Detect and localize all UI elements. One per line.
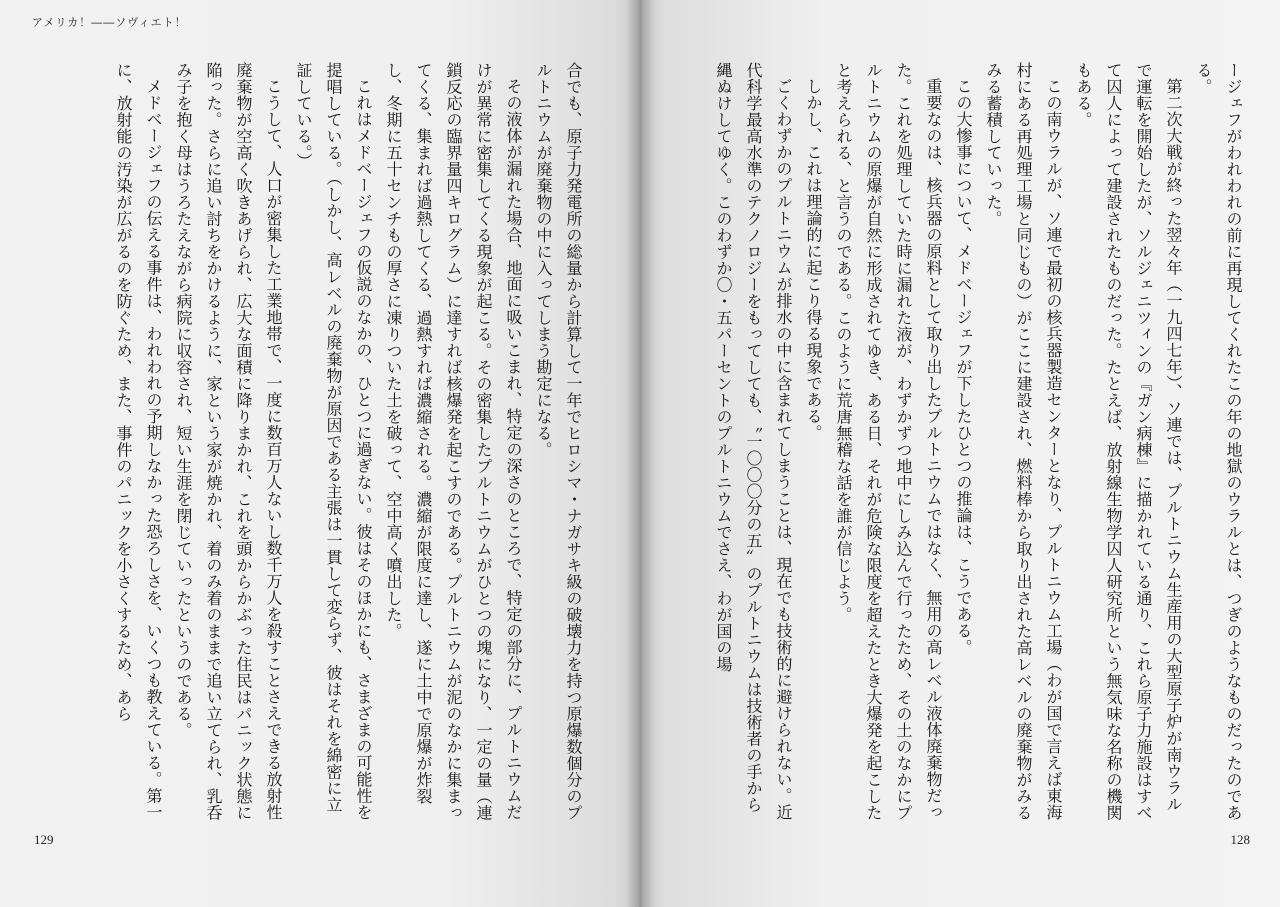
right-paragraph-2: 第二次大戦が終った翌々年（一九四七年）、ソ連では、プルトニウム生産用の大型原子炉が南ウラルで運転を開始したが、ソルジェニツィンの『ガン病棟』に描かれている通り、これら原子力施設はすべて囚人によって建設されたものだった。たとえば、放射線生物学囚人研究所という無気味な名称の機関もある。 (1074, 62, 1183, 821)
right-paragraph-3: この南ウラルが、ソ連で最初の核兵器製造センターとなり、プルトニウム工場（わが国で言えば東海村にある再処理工場と同じもの）がここに建設され、燃料棒から取り出された高レベルの廃棄物がみるみる蓄積していった。 (984, 62, 1063, 821)
right-paragraph-7: ごくわずかのプルトニウムが排水の中に含まれてしまうことは、現在でも技術的に避けられない。近代科学最高水準のテクノロジーをもってしても、〝一〇〇〇分の五〟のプルトニウムは技術者の手から縄ぬけしてゆく。このわずか〇・五パーセントのプルトニウムでさえ、わが国の場 (714, 62, 793, 821)
right-paragraph-6: しかし、これは理論的に起こり得る現象である。 (804, 78, 823, 441)
left-page-body (114, 62, 588, 822)
right-paragraph-1: ージェフがわれわれの前に再現してくれたこの年の地獄のウラルとは、つぎのようなものだったのである。 (1194, 62, 1243, 821)
running-head: アメリカ！――ソヴィエト！ (32, 16, 187, 29)
right-paragraph-4: この大惨事について、メドベージェフが下したひとつの推論は、こうである。 (954, 78, 973, 656)
book-gutter (626, 0, 654, 907)
page-number-left: 129 (34, 832, 54, 847)
page-number-right: 128 (1230, 832, 1250, 847)
right-paragraph-5: 重要なのは、核兵器の原料として取り出したプルトニウムではなく、無用の高レベル液体廃棄物だった。これを処理していた時に漏れた液が、わずかずつ地中にしみ込んで行ったため、その土のなかにプルトニウムの原爆が自然に形成されてゆき、ある日、それが危険な限度を超えたとき大爆発を起こしたと考えられる、と言うのである。このように荒唐無稽な話を誰が信じよう。 (834, 62, 943, 821)
left-paragraph-3: これはメドベージェフの仮説のなかの、ひとつに過ぎない。彼はそのほかにも、さまざまの可能性を提唱している。（しかし、高レベルの廃棄物が原因である主張は一貫して変らず、彼はそれを綿密に立証している。） (294, 62, 373, 821)
left-paragraph-2: その液体が漏れた場合、地面に吸いこまれ、特定の深さのところで、特定の部分に、プルトニウムだけが異常に密集してくる現象が起こる。その密集したプルトニウムがひとつの塊になり、一定の量（連鎖反応の臨界量四キログラム）に達すれば核爆発を起こすのである。プルトニウムが泥のなかに集まってくる、集まれば過熱してくる、過熱すれば濃縮される。濃縮が限度に達し、遂に土中で原爆が炸裂し、冬期に五十センチもの厚さに凍りついた土を破って、空中高く噴出した。 (384, 62, 523, 821)
left-paragraph-4: こうして、人口が密集した工業地帯で、一度に数百万人ないし数千万人を殺すことさえできる放射性廃棄物が空高く吹きあげられ、広大な面積に降りまかれ、これを頭からかぶった住民はパニック状態に陥った。さらに追い討ちをかけるように、家という家が焼かれ、着のみ着のままで追い立てられ、乳呑み子を抱く母はうろたえながら病院に収容され、短い生涯を閉じていったというのである。 (174, 62, 283, 821)
left-paragraph-1: 合でも、原子力発電所の総量から計算して一年でヒロシマ・ナガサキ級の破壊力を持つ原爆数個分のプルトニウムが廃棄物の中に入ってしまう勘定になる。 (534, 62, 583, 821)
left-paragraph-5: メドベージェフの伝える事件は、われわれの予期しなかった恐ろしさを、いくつも教えている。第一に、放射能の汚染が広がるのを防ぐため、また、事件のパニックを小さくするため、あら (114, 62, 163, 821)
right-page-body (708, 62, 1248, 822)
